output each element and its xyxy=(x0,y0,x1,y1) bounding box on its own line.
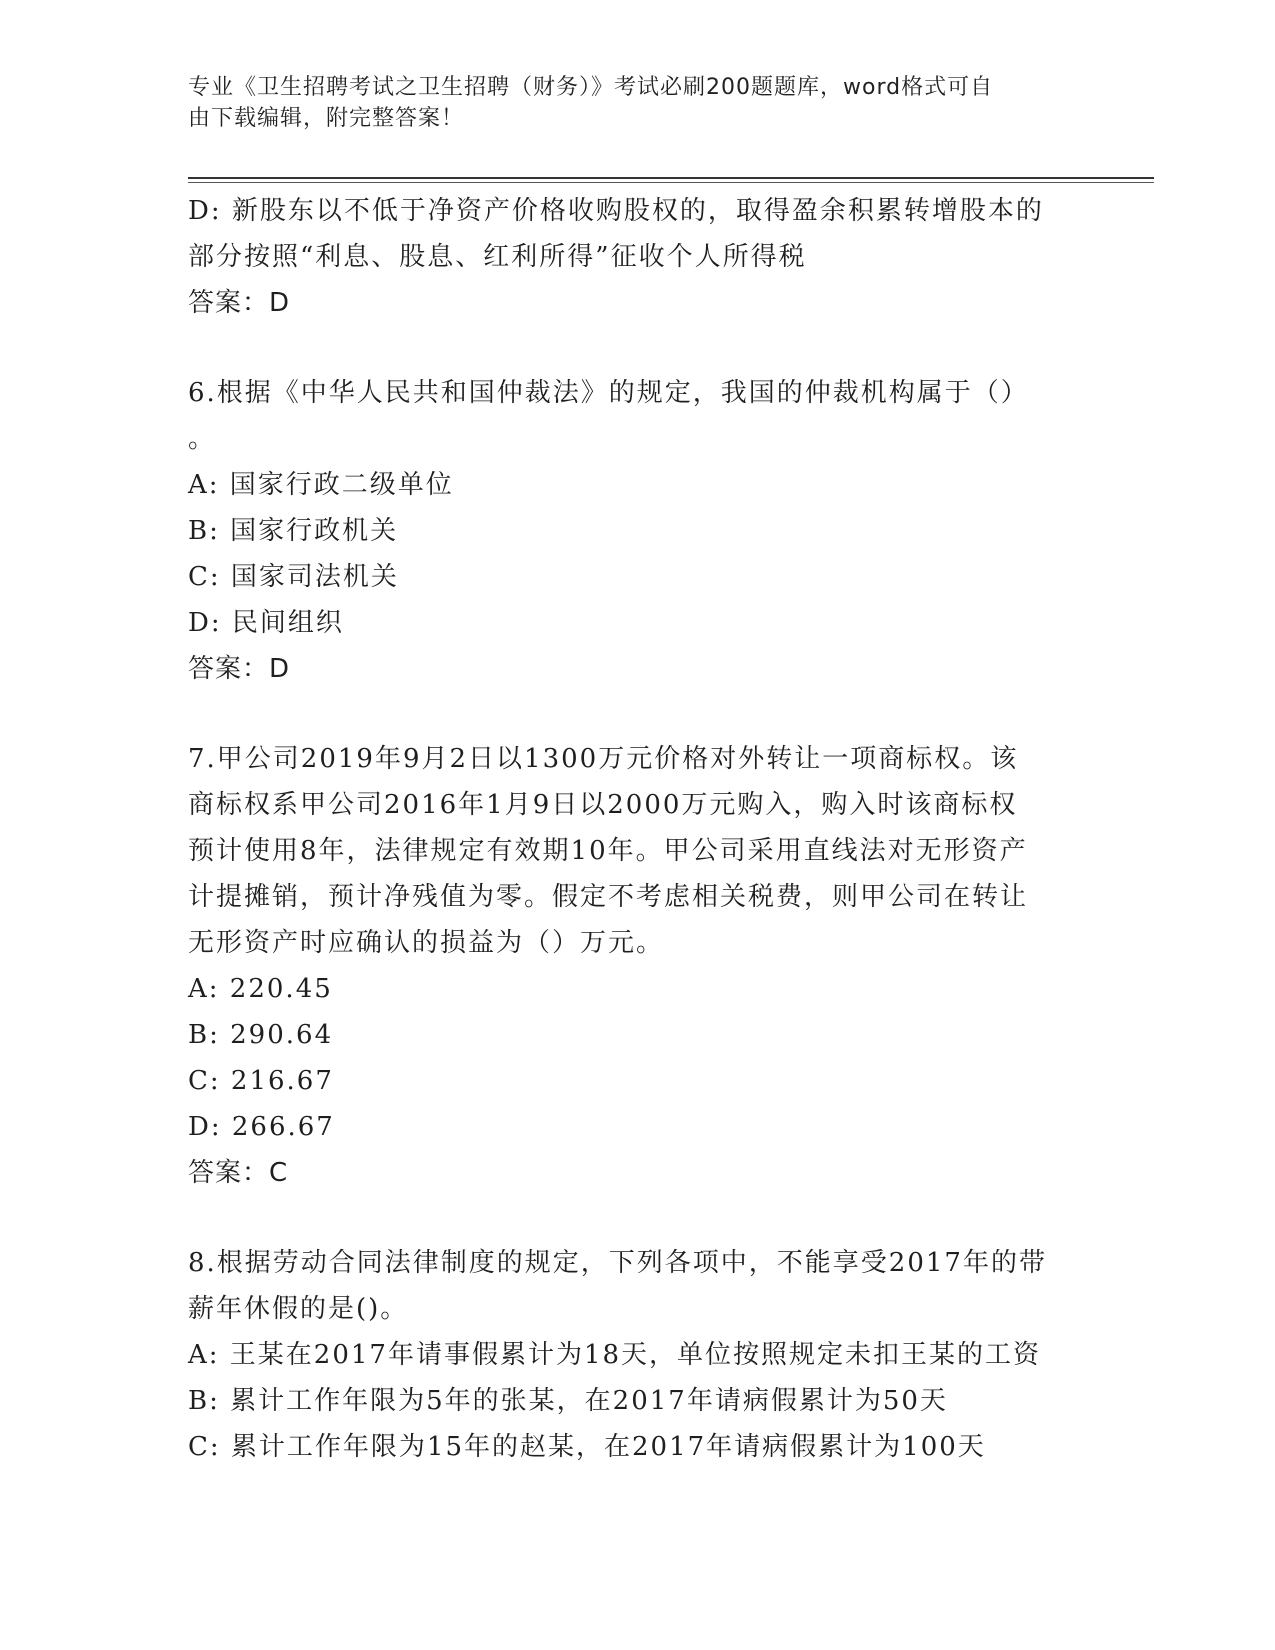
question-content xyxy=(188,188,1088,1470)
q5-option-d-line-2: 部分按照“利息、股息、红利所得”征收个人所得税 xyxy=(188,242,807,272)
q7-stem-line-3: 预计使用8年，法律规定有效期10年。甲公司采用直线法对无形资产 xyxy=(188,836,1028,866)
q8-option-c: C: 累计工作年限为15年的赵某，在2017年请病假累计为100天 xyxy=(188,1432,986,1462)
header-divider-thin xyxy=(188,182,1154,183)
q5-option-d-line-1: D: 新股东以不低于净资产价格收购股权的，取得盈余积累转增股本的 xyxy=(188,196,1044,226)
q7-answer: 答案：C xyxy=(188,1158,289,1188)
q6-answer: 答案：D xyxy=(188,654,291,684)
q7-stem-line-2: 商标权系甲公司2016年1月9日以2000万元购入，购入时该商标权 xyxy=(188,790,1018,820)
q6-option-c: C: 国家司法机关 xyxy=(188,562,399,592)
q8-stem-line-2: 薪年休假的是()。 xyxy=(188,1294,409,1324)
document-header xyxy=(188,72,1068,134)
q7-stem-line-4: 计提摊销，预计净残值为零。假定不考虑相关税费，则甲公司在转让 xyxy=(188,882,1029,912)
question-8 xyxy=(188,1240,1088,1470)
q7-option-b: B: 290.64 xyxy=(188,1020,334,1050)
q6-stem-line-1: 6.根据《中华人民共和国仲裁法》的规定，我国的仲裁机构属于（） xyxy=(188,378,1029,408)
q7-option-d: D: 266.67 xyxy=(188,1112,335,1142)
spacer xyxy=(188,326,1088,370)
spacer xyxy=(188,692,1088,736)
header-divider-thick xyxy=(188,177,1154,179)
spacer xyxy=(188,1196,1088,1240)
q6-option-a: A: 国家行政二级单位 xyxy=(188,470,454,500)
q6-stem-line-2: 。 xyxy=(188,424,217,454)
q7-option-c: C: 216.67 xyxy=(188,1066,334,1096)
header-line-1: 专业《卫生招聘考试之卫生招聘（财务）》考试必刷200题题库，word格式可自 xyxy=(188,75,994,100)
header-line-2: 由下载编辑，附完整答案！ xyxy=(188,106,465,131)
question-6 xyxy=(188,370,1088,692)
q8-option-a: A: 王某在2017年请事假累计为18天，单位按照规定未扣王某的工资 xyxy=(188,1340,1042,1370)
q6-option-d: D: 民间组织 xyxy=(188,608,344,638)
q5-answer: 答案：D xyxy=(188,288,291,318)
q8-option-b: B: 累计工作年限为5年的张某，在2017年请病假累计为50天 xyxy=(188,1386,948,1416)
q7-stem-line-1: 7.甲公司2019年9月2日以1300万元价格对外转让一项商标权。该 xyxy=(188,744,1019,774)
q6-option-b: B: 国家行政机关 xyxy=(188,516,399,546)
question-5-tail xyxy=(188,188,1088,326)
q8-stem-line-1: 8.根据劳动合同法律制度的规定，下列各项中，不能享受2017年的带 xyxy=(188,1248,1047,1278)
question-7 xyxy=(188,736,1088,1196)
q7-stem-line-5: 无形资产时应确认的损益为（）万元。 xyxy=(188,928,665,958)
q7-option-a: A: 220.45 xyxy=(188,974,333,1004)
